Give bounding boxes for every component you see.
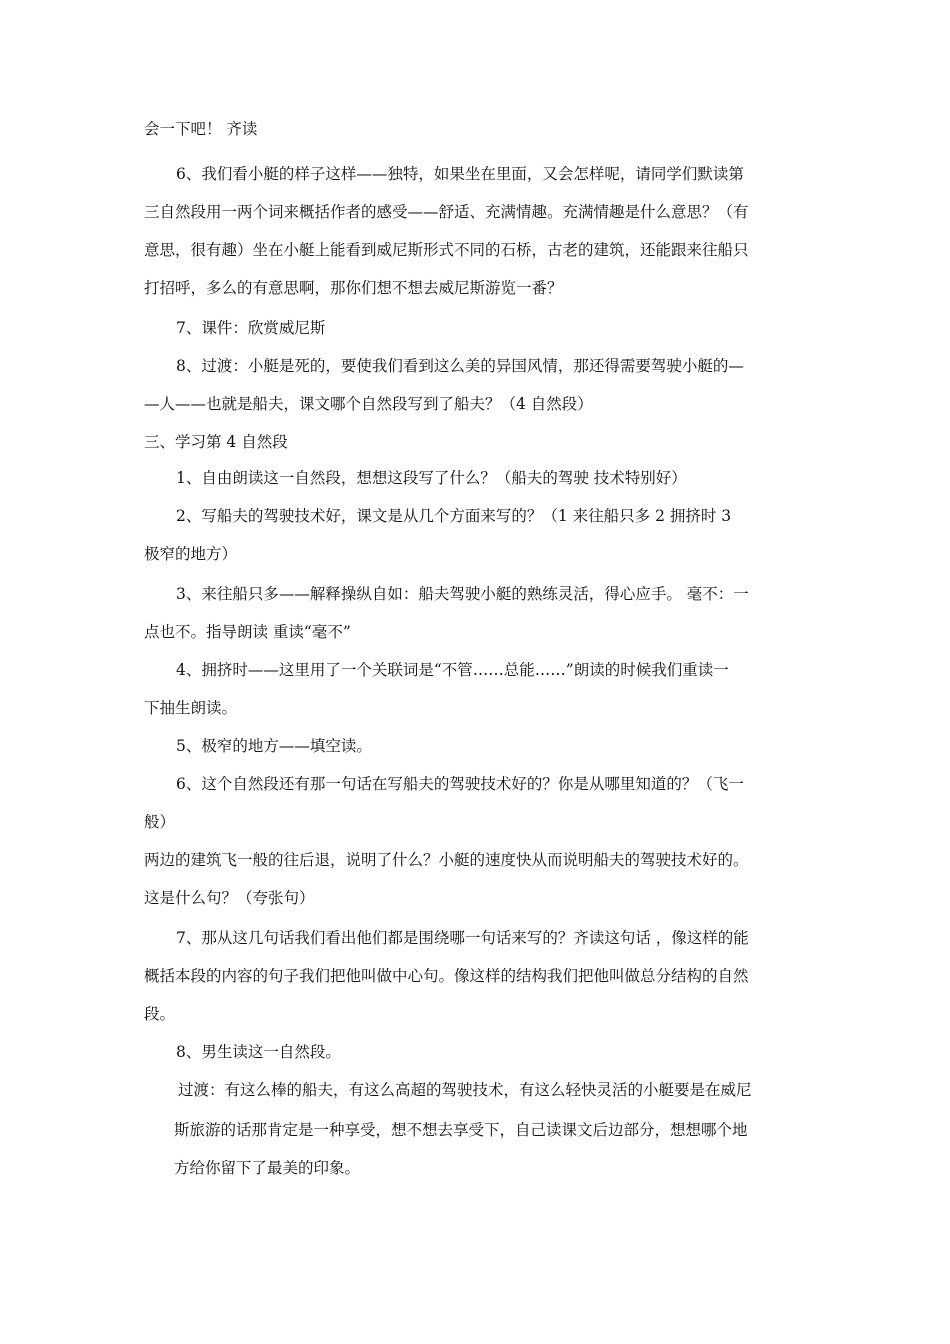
text-line: 6、这个自然段还有那一句话在写船夫的驾驶技术好的？你是从哪里知道的？（飞一	[176, 775, 744, 793]
text-line: 极窄的地方）	[144, 545, 238, 563]
text-line: 6、我们看小艇的样子这样——独特，如果坐在里面，又会怎样呢，请同学们默读第	[176, 165, 744, 183]
section-heading: 三、学习第 4 自然段	[144, 433, 288, 451]
text-line: 段。	[144, 1005, 176, 1023]
text-line: 方给你留下了最美的印象。	[174, 1159, 361, 1177]
text-line: 过渡：有这么棒的船夫，有这么高超的驾驶技术，有这么轻快灵活的小艇要是在威尼	[178, 1081, 752, 1099]
text-line: 三自然段用一两个词来概括作者的感受——舒适、充满情趣。充满情趣是什么意思？（有	[144, 203, 749, 221]
text-line: 8、男生读这一自然段。	[176, 1043, 341, 1061]
text-line: 打招呼，多么的有意思啊，那你们想不想去威尼斯游览一番？	[144, 279, 563, 297]
text-line: 下抽生朗读。	[144, 699, 238, 717]
text-line: 7、那从这几句话我们看出他们都是围绕哪一句话来写的？齐读这句话 ，像这样的能	[176, 929, 749, 947]
text-line: 3、来往船只多——解释操纵自如：船夫驾驶小艇的熟练灵活，得心应手。 毫不：一	[176, 585, 749, 603]
text-line: 概括本段的内容的句子我们把他叫做中心句。像这样的结构我们把他叫做总分结构的自然	[144, 967, 749, 985]
text-line: 般）	[144, 813, 176, 831]
text-line: 8、过渡：小艇是死的，要使我们看到这么美的异国风情，那还得需要驾驶小艇的—	[176, 357, 744, 375]
text-line: 这是什么句？（夸张句）	[144, 889, 315, 907]
text-line: 两边的建筑飞一般的往后退，说明了什么？小艇的速度快从而说明船夫的驾驶技术好的。	[144, 851, 749, 869]
text-line: 5、极窄的地方——填空读。	[176, 737, 372, 755]
text-line: —人——也就是船夫，课文哪个自然段写到了船夫？（4 自然段）	[144, 395, 593, 413]
text-line: 4、拥挤时——这里用了一个关联词是“不管……总能……”朗读的时候我们重读一	[176, 661, 729, 679]
text-line: 点也不。指导朗读 重读“毫不”	[144, 623, 351, 641]
text-line: 会一下吧！ 齐读	[144, 120, 258, 138]
text-line: 斯旅游的话那肯定是一种享受，想不想去享受下，自己读课文后边部分，想想哪个地	[174, 1121, 748, 1139]
text-line: 意思，很有趣）坐在小艇上能看到威尼斯形式不同的石桥，古老的建筑，还能跟来往船只	[144, 241, 749, 259]
text-line: 7、课件：欣赏威尼斯	[176, 319, 326, 337]
text-line: 1、自由朗读这一自然段，想想这段写了什么？（船夫的驾驶 技术特别好）	[176, 469, 687, 487]
text-line: 2、写船夫的驾驶技术好，课文是从几个方面来写的？（1 来往船只多 2 拥挤时 3	[176, 507, 732, 525]
